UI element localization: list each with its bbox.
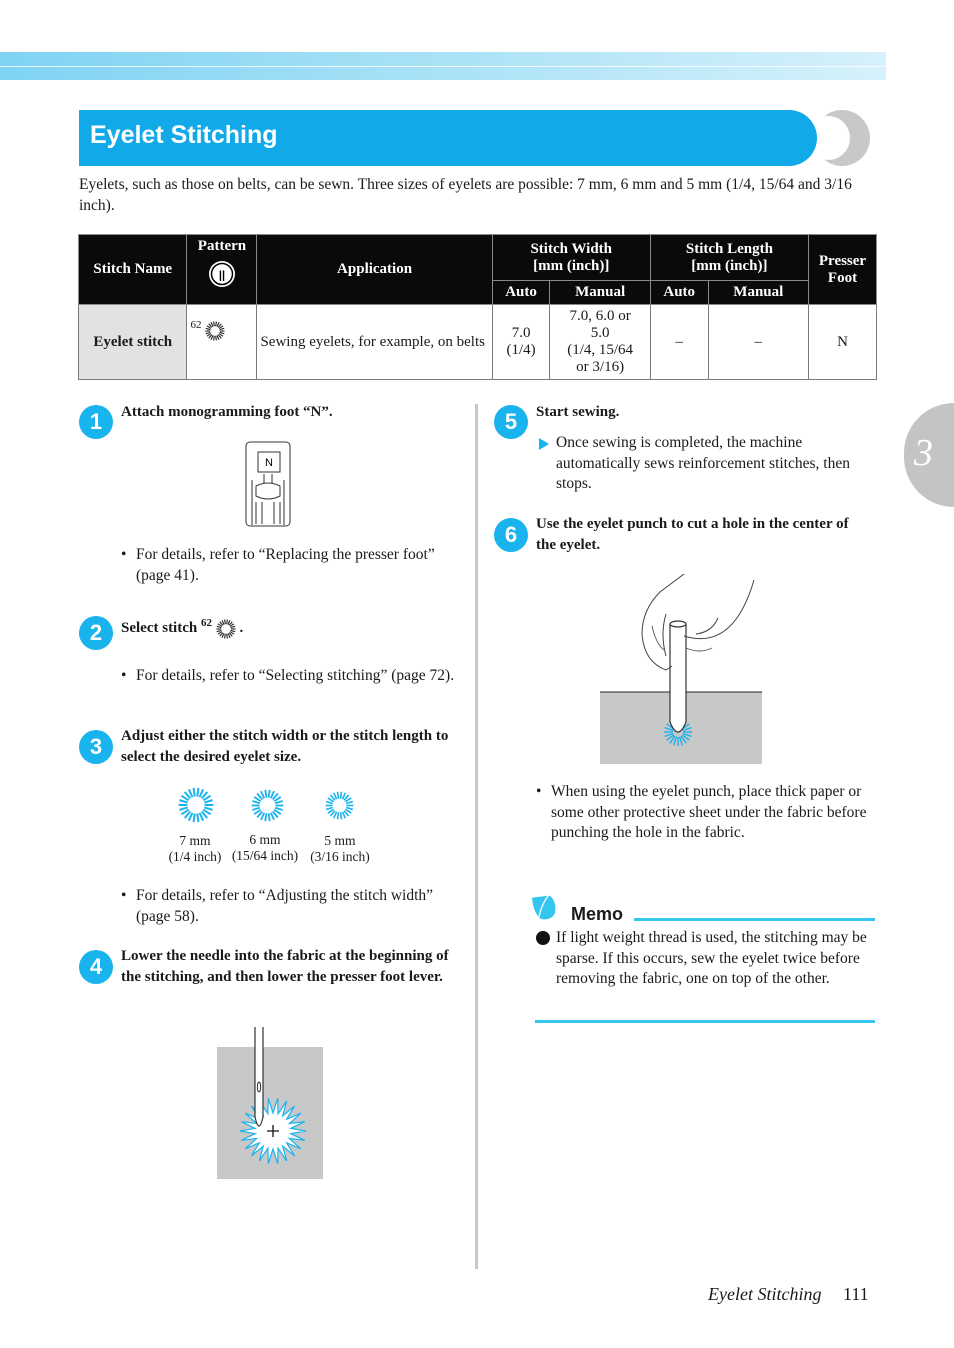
size-caption-7mm — [160, 833, 230, 865]
title-end-cap — [822, 110, 870, 166]
chapter-tab — [904, 403, 954, 507]
footer-page-number: 111 — [843, 1284, 869, 1304]
needle-lowered-illustration — [217, 1027, 323, 1179]
eyelet-6mm-icon — [251, 789, 284, 822]
cell-length-auto: – — [650, 305, 708, 380]
cell-width-auto — [492, 305, 550, 380]
th-pattern — [187, 235, 257, 305]
width-manual-l3: (1/4, 15/64 — [567, 342, 634, 358]
th-presser-l2: Foot — [827, 269, 858, 286]
chapter-number: 3 — [914, 432, 933, 474]
width-manual-l2: 5.0 — [590, 325, 610, 341]
width-auto-l1: 7.0 — [511, 325, 531, 341]
step-2-stitch-number: 62 — [200, 617, 212, 629]
step-2-text-prefix: Select stitch — [121, 620, 198, 636]
width-auto-l2: (1/4) — [506, 342, 536, 358]
step-4-number: 4 — [79, 950, 113, 984]
memo-bullet-dot — [536, 931, 550, 945]
width-manual-l4: or 3/16) — [576, 359, 625, 375]
size-5mm-label: 5 mm — [324, 833, 356, 848]
step-3-bullet: • For details, refer to “Adjusting the stitch width” (page 58). — [121, 886, 466, 927]
eyelet-stitch-icon — [216, 619, 236, 639]
step-6-text: Use the eyelet punch to cut a hole in the center of the eyelet. — [536, 516, 849, 553]
memo-icon — [529, 893, 561, 923]
step-1-number: 1 — [79, 405, 113, 439]
th-stitch-length — [650, 235, 808, 281]
step-2-text — [121, 613, 461, 639]
memo-title: Memo — [571, 904, 624, 924]
size-5mm-inch: (3/16 inch) — [310, 849, 370, 864]
title-bar — [79, 110, 817, 166]
step-5-result: Once sewing is completed, the machine automatically sews reinforcement stitches, then stops. — [556, 434, 850, 492]
stitch-table — [78, 234, 877, 380]
step-6-bullet: • When using the eyelet punch, place thick paper or some other protective sheet under the fabric before punching the hole in the fabric. — [536, 782, 881, 844]
step-2-text-suffix: . — [239, 620, 244, 636]
th-presser-foot — [808, 235, 876, 305]
cell-width-manual — [550, 305, 650, 380]
th-width-manual: Manual — [550, 281, 650, 305]
th-pattern-label: Pattern — [197, 238, 247, 254]
cell-presser-foot: N — [808, 305, 876, 380]
foot-letter: N — [265, 457, 273, 469]
intro-paragraph: Eyelets, such as those on belts, can be sewn. Three sizes of eyelets are possible: 7 mm, 6 mm and 5 mm (1/4, 15/64 and 3/16 inch). — [79, 176, 852, 214]
footer-section: Eyelet Stitching — [708, 1284, 822, 1304]
step-6-number: 6 — [494, 518, 528, 552]
th-application: Application — [257, 235, 492, 305]
pattern-key-icon — [207, 259, 237, 289]
eyelet-punch-illustration — [600, 574, 764, 766]
column-divider — [475, 404, 478, 1269]
step-3-text: Adjust either the stitch width or the stitch length to select the desired eyelet size. — [121, 728, 449, 765]
th-stitch-name: Stitch Name — [79, 235, 187, 305]
th-length-manual: Manual — [708, 281, 808, 305]
svg-text:||: || — [218, 269, 226, 282]
cell-application: Sewing eyelets, for example, on belts — [257, 305, 492, 380]
memo-text: If light weight thread is used, the stitching may be sparse. If this occurs, sew the eyelet twice before removing the fabric, one on top of the other. — [556, 929, 867, 987]
step-2-number: 2 — [79, 616, 113, 650]
size-6mm-inch: (15/64 inch) — [231, 848, 299, 863]
width-manual-l1: 7.0, 6.0 or — [569, 308, 631, 324]
cell-length-manual: – — [708, 305, 808, 380]
eyelet-7mm-icon — [178, 787, 214, 823]
step-5-number: 5 — [494, 405, 528, 439]
cell-pattern — [187, 305, 257, 380]
step-1-bullet: • For details, refer to “Replacing the presser foot” (page 41). — [121, 545, 466, 586]
size-caption-5mm — [304, 833, 376, 865]
th-presser-l1: Presser — [818, 252, 867, 269]
memo-rule-top — [634, 918, 875, 921]
th-stitch-length-l1: Stitch Length — [685, 240, 773, 257]
th-length-auto: Auto — [650, 281, 708, 305]
step-1-text: Attach monogramming foot “N”. — [121, 404, 333, 420]
size-caption-6mm — [225, 832, 305, 864]
step-2-bullet: • For details, refer to “Selecting stitching” (page 72). — [121, 666, 476, 687]
th-stitch-width-l2: [mm (inch)] — [533, 257, 610, 274]
size-6mm-label: 6 mm — [249, 832, 281, 847]
th-stitch-width — [492, 235, 650, 281]
step-3-number: 3 — [79, 730, 113, 764]
eyelet-5mm-icon — [325, 791, 354, 820]
monogramming-foot-illustration — [240, 440, 296, 530]
memo-rule-bottom — [535, 1020, 875, 1023]
cell-stitch-name: Eyelet stitch — [79, 305, 187, 380]
page-title: Eyelet Stitching — [90, 121, 278, 149]
th-stitch-width-l1: Stitch Width — [530, 240, 613, 257]
step-4-text: Lower the needle into the fabric at the beginning of the stitching, and then lower the presser foot lever. — [121, 948, 449, 985]
th-stitch-length-l2: [mm (inch)] — [691, 257, 768, 274]
th-width-auto: Auto — [492, 281, 550, 305]
pattern-number: 62 — [190, 319, 202, 331]
result-arrow-icon — [537, 437, 551, 451]
eyelet-stitch-icon — [205, 321, 225, 341]
step-5-text: Start sewing. — [536, 404, 620, 420]
header-band — [0, 52, 886, 80]
size-7mm-inch: (1/4 inch) — [168, 849, 222, 864]
size-7mm-label: 7 mm — [179, 833, 211, 848]
